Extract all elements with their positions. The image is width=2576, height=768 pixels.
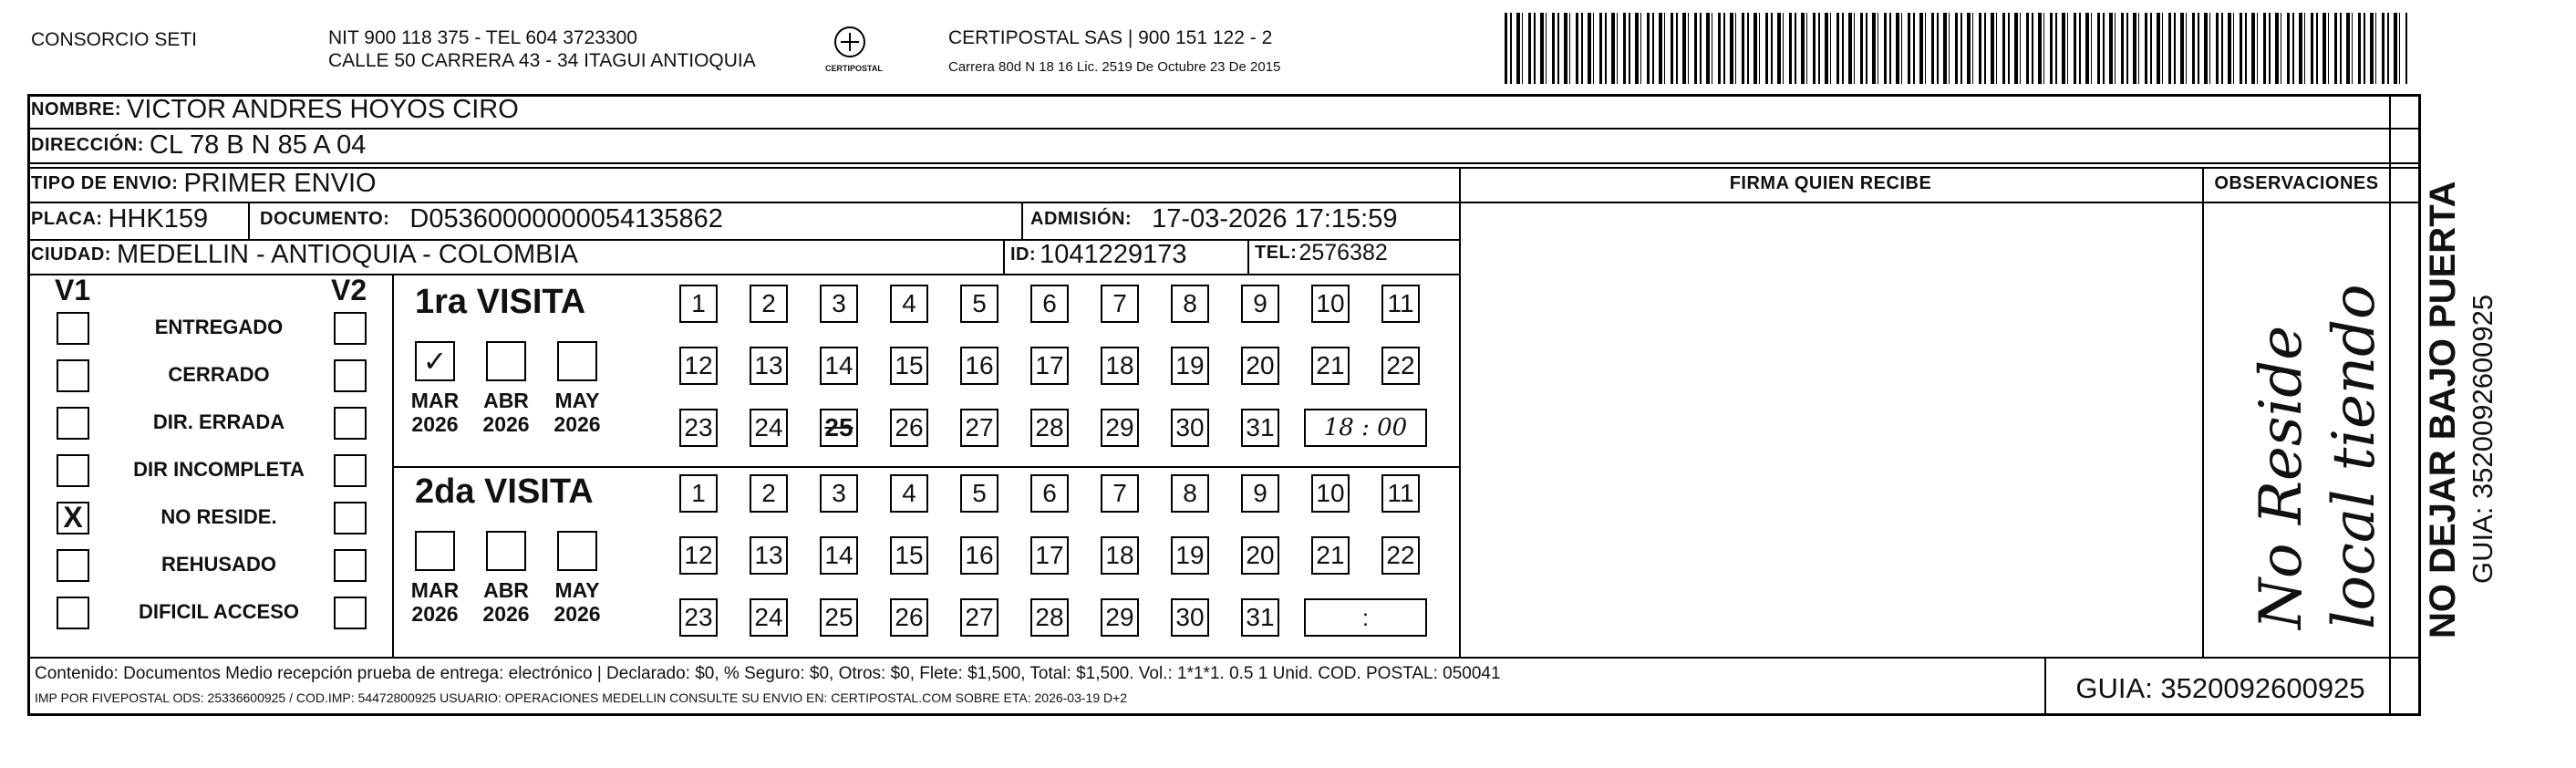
- footer-contents: Contenido: Documentos Medio recepción prueba de entrega: electrónico | Declarado: $0, % Seguro: $0, Otros: $0, Flete: $1,500, Total: $1,500. Vol.: 1*1*1. 0.5 1 Unid. COD. POSTAL: 050041: [35, 664, 1501, 683]
- v2-day-27[interactable]: 27: [960, 598, 998, 637]
- first-visit-title: 1ra VISITA: [415, 283, 586, 321]
- second-visit-title: 2da VISITA: [415, 472, 594, 511]
- side-guia: GUIA: 3520092600925: [2467, 294, 2498, 584]
- footer-guia: GUIA: 3520092600925: [2075, 672, 2365, 704]
- nit-line: NIT 900 118 375 - TEL 604 3723300: [328, 27, 637, 48]
- ciudad-row: [31, 240, 578, 270]
- v1-day-26[interactable]: 26: [890, 409, 928, 447]
- v1-month-box-may[interactable]: [557, 341, 597, 381]
- v2-month-label-may: MAY: [554, 578, 600, 602]
- v2-day-24[interactable]: 24: [750, 598, 788, 637]
- v2-checkbox-dir-incompleta[interactable]: [334, 454, 367, 487]
- v1-checkbox-rehusado[interactable]: [57, 549, 89, 582]
- direccion-row: [31, 130, 366, 161]
- v1-day-16[interactable]: 16: [960, 347, 998, 385]
- tipo-row: [31, 169, 377, 199]
- v1-day-27[interactable]: 27: [960, 409, 998, 447]
- v1-day-10[interactable]: 10: [1311, 285, 1350, 323]
- v2-day-26[interactable]: 26: [890, 598, 928, 637]
- v2-day-16[interactable]: 16: [960, 536, 998, 575]
- v2-day-28[interactable]: 28: [1030, 598, 1069, 637]
- v1-month-year-abr: 2026: [482, 412, 530, 436]
- status-label-dir-errada: DIR. ERRADA: [152, 410, 285, 433]
- v2-month-box-abr[interactable]: [486, 531, 526, 571]
- tel-row: [1255, 240, 1388, 266]
- v2-day-11[interactable]: 11: [1381, 474, 1420, 513]
- v1-header: V1: [55, 274, 91, 306]
- id-value: 1041229173: [1040, 240, 1187, 269]
- v1-day-3[interactable]: 3: [820, 285, 858, 323]
- nombre-row: [31, 95, 519, 125]
- v1-checkbox-dificil-acceso[interactable]: [57, 597, 89, 629]
- firma-header: FIRMA QUIEN RECIBE: [1729, 173, 1932, 193]
- v2-checkbox-cerrado[interactable]: [334, 359, 367, 392]
- v2-day-18[interactable]: 18: [1101, 536, 1139, 575]
- v2-day-7[interactable]: 7: [1101, 474, 1139, 513]
- logo-text: CERTIPOSTAL: [825, 64, 883, 73]
- v1-day-31[interactable]: 31: [1241, 409, 1279, 447]
- admision-label: ADMISIÓN:: [1030, 209, 1133, 229]
- admision-row: [1030, 204, 1397, 234]
- v2-checkbox-rehusado[interactable]: [334, 549, 367, 582]
- certipostal-license: Carrera 80d N 18 16 Lic. 2519 De Octubre 23 De 2015: [948, 59, 1281, 75]
- v1-time-box[interactable]: 18 : 00: [1304, 409, 1427, 447]
- v1-day-13[interactable]: 13: [750, 347, 788, 385]
- v1-day-8[interactable]: 8: [1171, 285, 1209, 323]
- v2-day-22[interactable]: 22: [1381, 536, 1420, 575]
- v2-day-31[interactable]: 31: [1241, 598, 1279, 637]
- v2-day-23[interactable]: 23: [679, 598, 718, 637]
- v1-day-12[interactable]: 12: [679, 347, 718, 385]
- v1-checkbox-dir-incompleta[interactable]: [57, 454, 89, 487]
- v2-day-30[interactable]: 30: [1171, 598, 1209, 637]
- v1-month-label-may: MAY: [554, 389, 600, 412]
- placa-value: HHK159: [108, 204, 209, 234]
- ciudad-label: CIUDAD:: [31, 244, 111, 265]
- v1-day-5[interactable]: 5: [960, 285, 998, 323]
- v2-day-29[interactable]: 29: [1101, 598, 1139, 637]
- v1-checkbox-no-reside[interactable]: X: [57, 502, 89, 534]
- admision-value: 17-03-2026 17:15:59: [1152, 204, 1398, 234]
- v1-month-label-abr: ABR: [483, 389, 529, 412]
- v1-day-25[interactable]: 25: [820, 409, 858, 447]
- v1-day-28[interactable]: 28: [1030, 409, 1069, 447]
- v1-day-9[interactable]: 9: [1241, 285, 1279, 323]
- v2-month-box-mar[interactable]: [415, 531, 455, 571]
- v2-month-year-may: 2026: [553, 602, 601, 626]
- documento-row: [260, 204, 723, 234]
- status-label-rehusado: REHUSADO: [161, 553, 276, 576]
- v2-checkbox-entregado[interactable]: [334, 312, 367, 345]
- id-label: ID:: [1010, 244, 1037, 265]
- v2-day-9[interactable]: 9: [1241, 474, 1279, 513]
- status-label-entregado: ENTREGADO: [154, 316, 284, 338]
- v1-checkbox-cerrado[interactable]: [57, 359, 89, 392]
- v1-month-year-may: 2026: [553, 412, 601, 436]
- v1-month-box-abr[interactable]: [486, 341, 526, 381]
- v2-checkbox-dificil-acceso[interactable]: [334, 597, 367, 629]
- v2-day-5[interactable]: 5: [960, 474, 998, 513]
- v2-day-8[interactable]: 8: [1171, 474, 1209, 513]
- v2-time-box[interactable]: :: [1304, 598, 1427, 637]
- v1-day-22[interactable]: 22: [1381, 347, 1420, 385]
- v2-day-6[interactable]: 6: [1030, 474, 1069, 513]
- v2-day-3[interactable]: 3: [820, 474, 858, 513]
- v2-day-1[interactable]: 1: [679, 474, 718, 513]
- v1-day-4[interactable]: 4: [890, 285, 928, 323]
- status-label-cerrado: CERRADO: [168, 363, 270, 386]
- v2-day-25[interactable]: 25: [820, 598, 858, 637]
- v2-month-year-abr: 2026: [482, 602, 530, 626]
- certipostal-line: CERTIPOSTAL SAS | 900 151 122 - 2: [948, 27, 1273, 48]
- tel-label: TEL:: [1255, 243, 1298, 263]
- v2-day-10[interactable]: 10: [1311, 474, 1350, 513]
- v1-checkbox-dir-errada[interactable]: [57, 407, 89, 440]
- company-name: CONSORCIO SETI: [31, 29, 198, 50]
- address-line: CALLE 50 CARRERA 43 - 34 ITAGUI ANTIOQUIA: [328, 50, 756, 71]
- status-label-dir-incompleta: DIR INCOMPLETA: [133, 458, 305, 481]
- v2-header: V2: [331, 274, 367, 306]
- v2-month-box-may[interactable]: [557, 531, 597, 571]
- v1-day-7[interactable]: 7: [1101, 285, 1139, 323]
- v2-day-12[interactable]: 12: [679, 536, 718, 575]
- nombre-label: NOMBRE:: [31, 99, 122, 119]
- v1-day-19[interactable]: 19: [1171, 347, 1209, 385]
- v1-day-18[interactable]: 18: [1101, 347, 1139, 385]
- v1-day-15[interactable]: 15: [890, 347, 928, 385]
- placa-row: [31, 204, 208, 234]
- status-label-no-reside: NO RESIDE.: [160, 505, 277, 528]
- v2-day-21[interactable]: 21: [1311, 536, 1350, 575]
- tipo-label: TIPO DE ENVIO:: [31, 173, 179, 193]
- v1-month-year-mar: 2026: [411, 412, 459, 436]
- tel-value: 2576382: [1298, 240, 1388, 265]
- observation-line-2: local tiendo: [2321, 284, 2388, 629]
- documento-value: D05360000000054135862: [409, 204, 723, 234]
- v2-day-14[interactable]: 14: [820, 536, 858, 575]
- v1-month-label-mar: MAR: [410, 389, 460, 412]
- v2-month-label-abr: ABR: [483, 578, 529, 602]
- v2-day-15[interactable]: 15: [890, 536, 928, 575]
- observation-line-1: No Reside: [2248, 325, 2315, 629]
- barcode: [1505, 13, 2407, 84]
- certipostal-logo: [832, 24, 868, 60]
- v1-day-24[interactable]: 24: [750, 409, 788, 447]
- direccion-value: CL 78 B N 85 A 04: [149, 130, 367, 160]
- v1-day-21[interactable]: 21: [1311, 347, 1350, 385]
- v2-day-13[interactable]: 13: [750, 536, 788, 575]
- v1-day-2[interactable]: 2: [750, 285, 788, 323]
- v2-day-19[interactable]: 19: [1171, 536, 1209, 575]
- side-warning: NO DEJAR BAJO PUERTA: [2423, 181, 2463, 638]
- id-row: [1010, 240, 1186, 270]
- v1-month-box-mar[interactable]: ✓: [415, 341, 455, 381]
- v2-day-17[interactable]: 17: [1030, 536, 1069, 575]
- v2-checkbox-dir-errada[interactable]: [334, 407, 367, 440]
- v1-day-23[interactable]: 23: [679, 409, 718, 447]
- v1-day-17[interactable]: 17: [1030, 347, 1069, 385]
- v1-day-14[interactable]: 14: [820, 347, 858, 385]
- v2-day-20[interactable]: 20: [1241, 536, 1279, 575]
- v2-day-2[interactable]: 2: [750, 474, 788, 513]
- tipo-value: PRIMER ENVIO: [183, 169, 377, 198]
- observaciones-header: OBSERVACIONES: [2214, 173, 2379, 193]
- v1-day-20[interactable]: 20: [1241, 347, 1279, 385]
- v2-day-4[interactable]: 4: [890, 474, 928, 513]
- v1-day-30[interactable]: 30: [1171, 409, 1209, 447]
- ciudad-value: MEDELLIN - ANTIOQUIA - COLOMBIA: [116, 240, 578, 269]
- v2-month-year-mar: 2026: [411, 602, 459, 626]
- nombre-value: VICTOR ANDRES HOYOS CIRO: [127, 95, 519, 124]
- v1-day-11[interactable]: 11: [1381, 285, 1420, 323]
- v2-checkbox-no-reside[interactable]: [334, 502, 367, 534]
- v1-day-6[interactable]: 6: [1030, 285, 1069, 323]
- direccion-label: DIRECCIÓN:: [31, 135, 144, 155]
- v1-day-29[interactable]: 29: [1101, 409, 1139, 447]
- v2-month-label-mar: MAR: [410, 578, 460, 602]
- v1-day-1[interactable]: 1: [679, 285, 718, 323]
- placa-label: PLACA:: [31, 209, 103, 229]
- v1-checkbox-entregado[interactable]: [57, 312, 89, 345]
- documento-label: DOCUMENTO:: [260, 209, 390, 229]
- footer-print-info: IMP POR FIVEPOSTAL ODS: 25336600925 / COD.IMP: 54472800925 USUARIO: OPERACIONES MEDELLIN CONSULTE SU ENVIO EN: CERTIPOSTAL.COM SOBRE ETA: 2026-03-19 D+2: [35, 690, 1128, 705]
- status-label-dificil-acceso: DIFICIL ACCESO: [138, 600, 299, 623]
